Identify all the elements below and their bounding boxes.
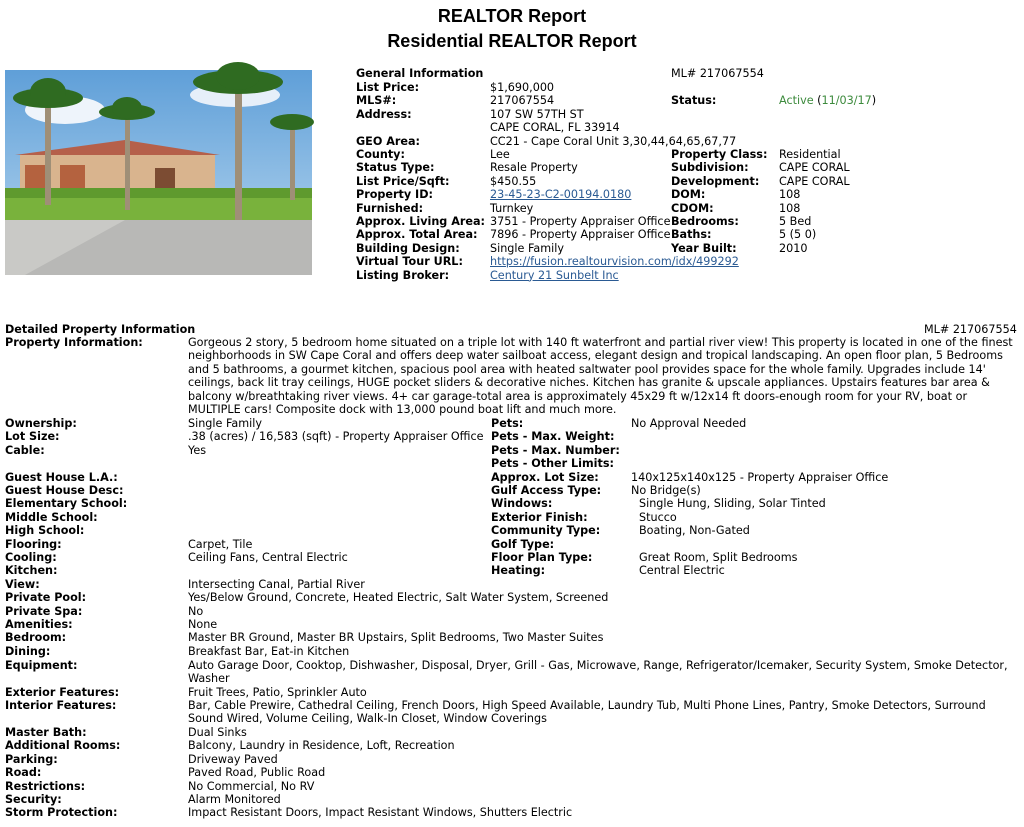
property-class-value: Residential: [779, 148, 841, 161]
detailed-section-title: Detailed Property Information: [5, 323, 196, 336]
status-date: (11/03/17): [817, 94, 877, 107]
elementary-school-label: Elementary School:: [5, 497, 128, 511]
private-spa-value: No: [188, 604, 204, 618]
community-type-value: Boating, Non-Gated: [639, 524, 750, 538]
listing-broker-value[interactable]: Century 21 Sunbelt Inc: [490, 268, 619, 282]
bedroom-label: Bedroom:: [5, 631, 67, 645]
equipment-label: Equipment:: [5, 659, 78, 672]
cdom-label: CDOM:: [671, 201, 714, 215]
county-label: County:: [356, 148, 405, 161]
year-built-value: 2010: [779, 241, 808, 255]
community-type-label: Community Type:: [491, 524, 601, 538]
parking-value: Driveway Paved: [188, 752, 278, 766]
cable-label: Cable:: [5, 443, 45, 457]
storm-protection-label: Storm Protection:: [5, 806, 118, 820]
master-bath-value: Dual Sinks: [188, 726, 247, 739]
dining-value: Breakfast Bar, Eat-in Kitchen: [188, 644, 350, 658]
dining-label: Dining:: [5, 644, 51, 658]
cooling-value: Ceiling Fans, Central Electric: [188, 551, 348, 564]
virtual-tour-url-value[interactable]: https://fusion.realtourvision.com/idx/499292: [490, 255, 739, 269]
kitchen-label: Kitchen:: [5, 564, 58, 578]
exterior-features-label: Exterior Features:: [5, 686, 120, 699]
amenities-value: None: [188, 618, 218, 631]
security-value: Alarm Monitored: [188, 793, 281, 806]
approx-living-area-label: Approx. Living Area:: [356, 215, 485, 228]
security-label: Security:: [5, 793, 62, 806]
private-pool-value: Yes/Below Ground, Concrete, Heated Electric, Salt Water System, Screened: [188, 591, 609, 605]
list-price-value: $1,690,000: [490, 81, 555, 94]
amenities-label: Amenities:: [5, 618, 73, 631]
virtual-tour-url-label: Virtual Tour URL:: [356, 255, 463, 269]
mls-label: MLS#:: [356, 94, 397, 108]
general-ml-number: ML# 217067554: [671, 67, 764, 80]
private-spa-label: Private Spa:: [5, 604, 83, 618]
property-information-text: Gorgeous 2 story, 5 bedroom home situated on a triple lot with 140 ft waterfront and partial river view! This property is located in one of the finest neighborhoods in SW Cape Coral and offers deep water sailboat access, elegant design and tropical landscaping. An open floor plan, 5 Bedrooms and 5 bathrooms, a gourmet kitchen, spacious pool area with heated saltwater pool provides space for the whole family. Upgrades include 14' ceilings, back lit tray ceilings, HUGE pocket sliders & decorative niches. Kitchen has granite & upscale appliances. Upstairs features bar area & balcony w/breathtaking river views. 4+ car garage-total area is approximately 45x29 ft w/12x14 ft doors-enough room for your RV, boat or MULTIPLE cars! Composite dock with 13,000 pound boat lift and much more.: [188, 336, 1013, 417]
guest-house-desc-label: Guest House Desc:: [5, 484, 124, 497]
storm-protection-value: Impact Resistant Doors, Impact Resistant Windows, Shutters Electric: [188, 806, 573, 820]
subdivision-value: CAPE CORAL: [779, 161, 850, 175]
report-subtitle: Residential REALTOR Report: [387, 31, 637, 51]
dom-label: DOM:: [671, 188, 706, 202]
parking-label: Parking:: [5, 752, 58, 766]
baths-label: Baths:: [671, 228, 712, 242]
road-label: Road:: [5, 766, 42, 780]
flooring-label: Flooring:: [5, 537, 62, 551]
bedroom-value: Master BR Ground, Master BR Upstairs, Split Bedrooms, Two Master Suites: [188, 631, 604, 645]
list-price-label: List Price:: [356, 81, 420, 94]
heating-label: Heating:: [491, 564, 546, 578]
road-value: Paved Road, Public Road: [188, 766, 326, 780]
windows-label: Windows:: [491, 497, 553, 511]
address-line-2-value: CAPE CORAL, FL 33914: [490, 121, 620, 135]
cooling-label: Cooling:: [5, 551, 57, 564]
year-built-label: Year Built:: [671, 241, 737, 255]
additional-rooms-label: Additional Rooms:: [5, 739, 121, 753]
lot-size-label: Lot Size:: [5, 430, 60, 444]
exterior-features-value: Fruit Trees, Patio, Sprinkler Auto: [188, 686, 367, 699]
geo-area-label: GEO Area:: [356, 134, 421, 148]
listing-broker-label: Listing Broker:: [356, 268, 450, 282]
status-active: Active: [779, 94, 814, 107]
view-value: Intersecting Canal, Partial River: [188, 577, 365, 591]
property-id-label: Property ID:: [356, 188, 433, 202]
list-price-sqft-label: List Price/Sqft:: [356, 174, 450, 188]
pets-other-limits-label: Pets - Other Limits:: [491, 457, 614, 471]
pets-value: No Approval Needed: [631, 417, 747, 430]
view-label: View:: [5, 577, 40, 591]
interior-features-label: Interior Features:: [5, 699, 117, 712]
property-class-label: Property Class:: [671, 148, 768, 161]
property-id-value[interactable]: 23-45-23-C2-00194.0180: [490, 188, 632, 202]
pets-max-number-label: Pets - Max. Number:: [491, 443, 620, 457]
additional-rooms-value: Balcony, Laundry in Residence, Loft, Recreation: [188, 739, 455, 753]
address-value: 107 SW 57TH ST: [490, 107, 584, 121]
equipment-value: Auto Garage Door, Cooktop, Dishwasher, Disposal, Dryer, Grill - Gas, Microwave, Range, Refrigerator/Icemaker, Security System, Smoke Detector, Washer: [188, 659, 1008, 686]
gulf-access-type-value: No Bridge(s): [631, 484, 701, 497]
building-design-value: Single Family: [490, 241, 564, 255]
status-value: [779, 94, 876, 107]
detailed-ml-number: ML# 217067554: [924, 323, 1017, 336]
private-pool-label: Private Pool:: [5, 591, 87, 605]
approx-total-area-label: Approx. Total Area:: [356, 228, 478, 242]
status-type-label: Status Type:: [356, 161, 435, 175]
high-school-label: High School:: [5, 524, 85, 538]
subdivision-label: Subdivision:: [671, 161, 749, 175]
heating-value: Central Electric: [639, 564, 725, 578]
middle-school-label: Middle School:: [5, 510, 98, 524]
approx-total-area-value: 7896 - Property Appraiser Office: [490, 228, 671, 242]
pets-label: Pets:: [491, 417, 524, 430]
guest-house-l-a-label: Guest House L.A.:: [5, 470, 118, 484]
cable-value: Yes: [188, 443, 207, 457]
restrictions-label: Restrictions:: [5, 779, 86, 793]
furnished-label: Furnished:: [356, 201, 424, 215]
ownership-value: Single Family: [188, 417, 262, 430]
development-label: Development:: [671, 174, 760, 188]
status-label: Status:: [671, 94, 717, 107]
development-value: CAPE CORAL: [779, 174, 850, 188]
floor-plan-type-label: Floor Plan Type:: [491, 551, 593, 564]
dom-value: 108: [779, 188, 801, 202]
restrictions-value: No Commercial, No RV: [188, 779, 315, 793]
approx-lot-size-label: Approx. Lot Size:: [491, 470, 599, 484]
list-price-sqft-value: $450.55: [490, 174, 537, 188]
flooring-value: Carpet, Tile: [188, 537, 253, 551]
baths-value: 5 (5 0): [779, 228, 817, 242]
approx-lot-size-value: 140x125x140x125 - Property Appraiser Office: [631, 470, 889, 484]
geo-area-value: CC21 - Cape Coral Unit 3,30,44,64,65,67,77: [490, 134, 737, 148]
master-bath-label: Master Bath:: [5, 726, 87, 739]
building-design-label: Building Design:: [356, 241, 460, 255]
golf-type-label: Golf Type:: [491, 537, 555, 551]
address-label: Address:: [356, 107, 412, 121]
exterior-finish-label: Exterior Finish:: [491, 510, 588, 524]
approx-living-area-value: 3751 - Property Appraiser Office: [490, 215, 671, 228]
bedrooms-value: 5 Bed: [779, 215, 812, 228]
exterior-finish-value: Stucco: [639, 510, 677, 524]
floor-plan-type-value: Great Room, Split Bedrooms: [639, 551, 798, 564]
county-value: Lee: [490, 148, 510, 161]
property-photo: [5, 70, 312, 275]
ownership-label: Ownership:: [5, 417, 77, 430]
cdom-value: 108: [779, 201, 801, 215]
property-information-label: Property Information:: [5, 336, 143, 349]
furnished-value: Turnkey: [490, 201, 534, 215]
bedrooms-label: Bedrooms:: [671, 215, 739, 228]
lot-size-value: .38 (acres) / 16,583 (sqft) - Property Appraiser Office: [188, 430, 484, 444]
general-section-title: General Information: [356, 67, 484, 80]
status-type-value: Resale Property: [490, 161, 578, 175]
windows-value: Single Hung, Sliding, Solar Tinted: [639, 497, 826, 511]
pets-max-weight-label: Pets - Max. Weight:: [491, 430, 615, 444]
gulf-access-type-label: Gulf Access Type:: [491, 484, 602, 497]
report-title: REALTOR Report: [437, 6, 587, 26]
mls-value: 217067554: [490, 94, 555, 108]
interior-features-value: Bar, Cable Prewire, Cathedral Ceiling, French Doors, High Speed Available, Laundry Tub, Multi Phone Lines, Pantry, Smoke Detectors, Surround Sound Wired, Volume Ceiling, Walk-In Closet, Window Coverings: [188, 699, 986, 726]
